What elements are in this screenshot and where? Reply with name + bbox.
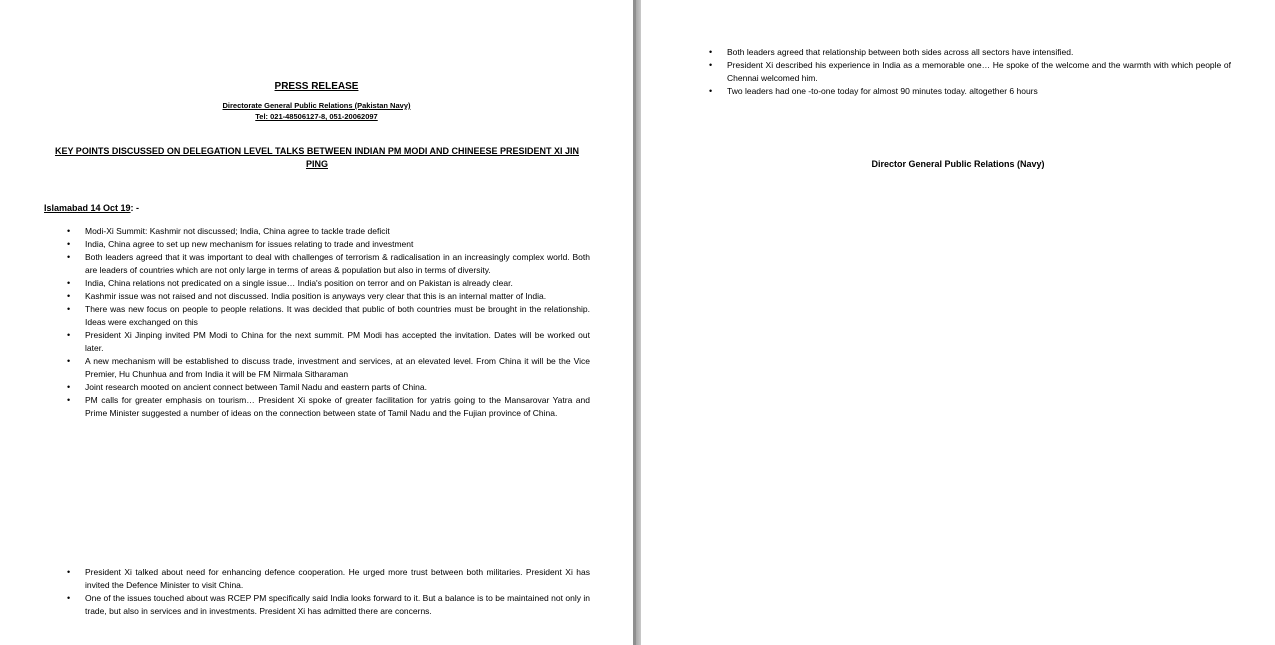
list-item: • Joint research mooted on ancient connect between Tamil Nadu and eastern parts of China. xyxy=(67,381,590,394)
list-item: • Both leaders agreed that it was important to deal with challenges of terrorism & radicalisation in an increasingly complex world. Both are leaders of countries which are not only large in terms of areas & population but also in terms of diversity. xyxy=(67,251,590,277)
signature-line: Director General Public Relations (Navy) xyxy=(871,159,1045,169)
list-item: • One of the issues touched about was RCEP PM specifically said India looks forward to it. But a balance is to be maintained not only in trade, but also in services and in investments. President Xi has admitted there are concerns. xyxy=(67,592,590,618)
list-item: • President Xi Jinping invited PM Modi to China for the next summit. PM Modi has accepted the invitation. Dates will be worked out later. xyxy=(67,329,590,355)
list-item: • India, China relations not predicated on a single issue… India's position on terror and on Pakistan is already clear. xyxy=(67,277,590,290)
key-points-list-continued xyxy=(67,566,590,618)
dateline-place-date: Islamabad 14 Oct 19 xyxy=(44,203,131,213)
organization-line: Directorate General Public Relations (Pakistan Navy) xyxy=(222,101,411,110)
list-item: • Two leaders had one -to-one today for almost 90 minutes today. altogether 6 hours xyxy=(709,85,1231,98)
key-points-list-page-2 xyxy=(709,46,1231,98)
list-item: • A new mechanism will be established to discuss trade, investment and services, at an elevated level. From China it will be the Vice Premier, Hu Chunhua and from India it will be FM Nirmala Sitharaman xyxy=(67,355,590,381)
list-item: • There was new focus on people to people relations. It was decided that public of both countries must be brought in the relationship. Ideas were exchanged on this xyxy=(67,303,590,329)
page-divider xyxy=(633,0,641,645)
press-release-title: PRESS RELEASE xyxy=(274,81,359,92)
document-heading: KEY POINTS DISCUSSED ON DELEGATION LEVEL TALKS BETWEEN INDIAN PM MODI AND CHINEESE PRESIDENT XI JIN PING xyxy=(54,146,580,169)
list-item: • President Xi described his experience in India as a memorable one… He spoke of the welcome and the warmth with which people of Chennai welcomed him. xyxy=(709,59,1231,85)
dateline-suffix: : - xyxy=(130,203,140,213)
list-item: • Modi-Xi Summit: Kashmir not discussed; India, China agree to tackle trade deficit xyxy=(67,225,590,238)
list-item: • PM calls for greater emphasis on tourism… President Xi spoke of greater facilitation for yatris going to the Mansarovar Yatra and Prime Minister suggested a number of ideas on the connection between state of Tamil Nadu and the Fujian province of China. xyxy=(67,394,590,420)
key-points-list xyxy=(67,225,590,420)
list-item: • President Xi talked about need for enhancing defence cooperation. He urged more trust between both militaries. President Xi has invited the Defence Minister to visit China. xyxy=(67,566,590,592)
list-item: • Both leaders agreed that relationship between both sides across all sectors have intensified. xyxy=(709,46,1231,59)
list-item: • Kashmir issue was not raised and not discussed. India position is anyways very clear that this is an internal matter of India. xyxy=(67,290,590,303)
dateline xyxy=(44,203,139,213)
telephone-line: Tel: 021-48506127-8, 051-20062097 xyxy=(255,112,378,121)
list-item: • India, China agree to set up new mechanism for issues relating to trade and investment xyxy=(67,238,590,251)
